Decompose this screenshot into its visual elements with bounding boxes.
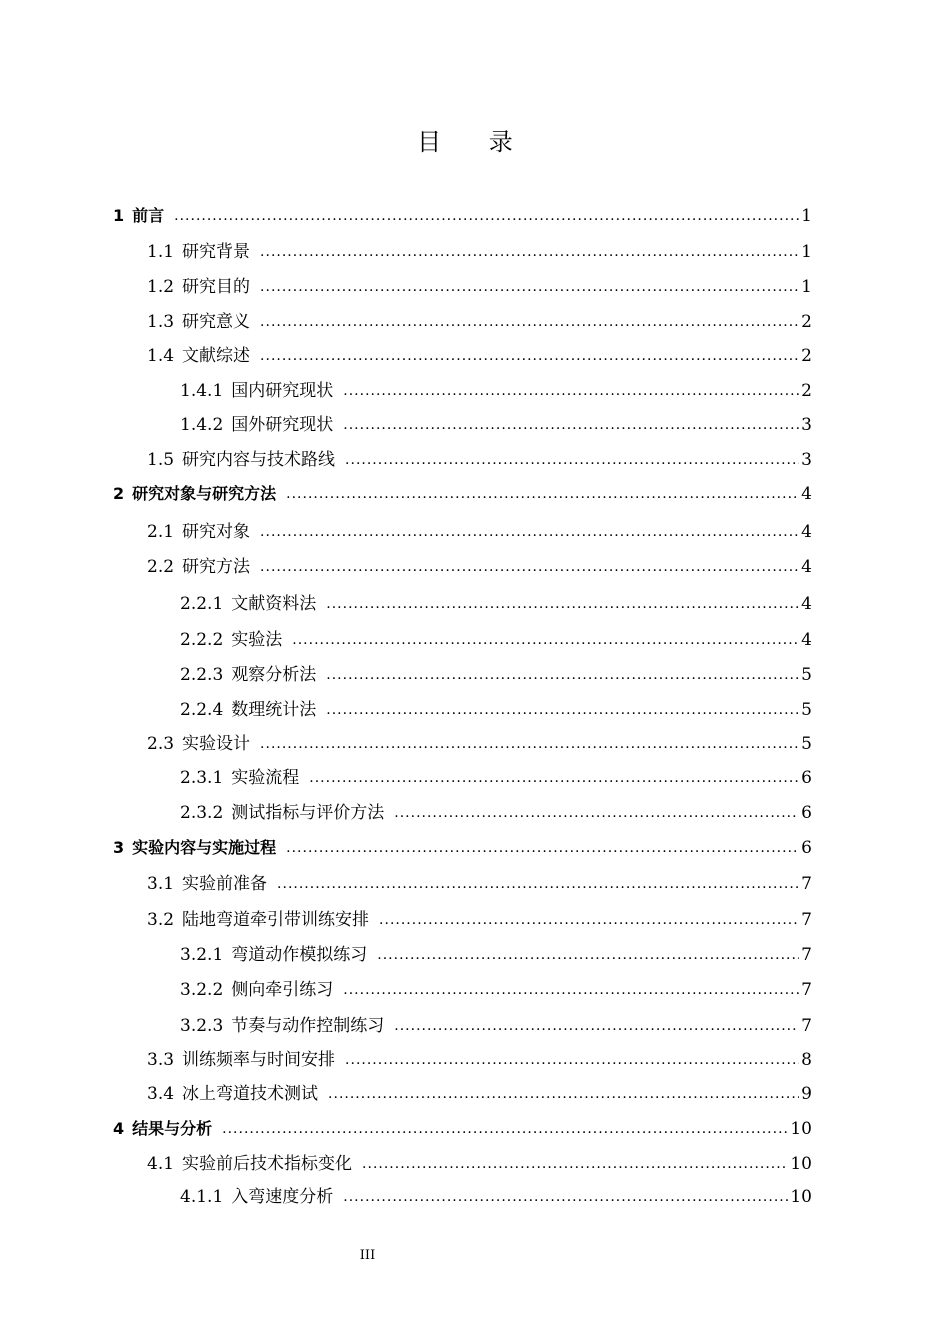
toc-entry[interactable]: [180, 1012, 812, 1036]
toc-entry-title: 实验法: [231, 630, 283, 650]
toc-entry-number: 1.4.1: [180, 381, 224, 401]
toc-entry-label: [147, 307, 260, 332]
toc-entry-label: [180, 376, 343, 401]
toc-entry-title: 研究意义: [182, 312, 251, 332]
toc-entry-number: 4: [113, 1119, 125, 1138]
toc-entry-title: 研究目的: [182, 277, 251, 297]
toc-entry-label: [147, 1149, 362, 1174]
toc-entry-title: 国外研究现状: [231, 415, 334, 435]
toc-entry[interactable]: [147, 518, 812, 542]
toc-entry-label: [180, 660, 326, 685]
toc-leader-dots: [222, 1123, 788, 1139]
toc-entry-label: [180, 975, 343, 1000]
toc-entry-label: [180, 1011, 394, 1036]
toc-entry-label: [113, 203, 174, 226]
toc-entry-title: 陆地弯道牵引带训练安排: [182, 910, 370, 930]
toc-entry-label: [147, 1045, 345, 1070]
toc-entry-title: 结果与分析: [132, 1119, 213, 1138]
toc-entry-label: [147, 237, 260, 262]
toc-entry-number: 1.1: [147, 242, 175, 262]
toc-entry-page: 9: [801, 1084, 812, 1104]
toc-entry-title: 研究方法: [182, 557, 251, 577]
toc-entry-page: 8: [801, 1050, 812, 1070]
toc-entry-page: 7: [801, 1016, 812, 1036]
toc-leader-dots: [260, 316, 799, 332]
toc-entry-page: 4: [801, 484, 812, 504]
toc-entry-number: 3.4: [147, 1084, 175, 1104]
toc-entry-label: [147, 272, 260, 297]
toc-leader-dots: [394, 1020, 799, 1036]
toc-entry-title: 实验设计: [182, 734, 251, 754]
toc-entry[interactable]: [180, 590, 812, 614]
toc-entry-number: 1.5: [147, 450, 175, 470]
toc-leader-dots: [345, 1054, 799, 1070]
toc-entry[interactable]: [147, 553, 812, 577]
toc-entry-title: 入弯速度分析: [231, 1187, 334, 1207]
toc-entry[interactable]: [180, 799, 812, 823]
toc-entry[interactable]: [180, 626, 812, 650]
toc-entry[interactable]: [147, 446, 812, 470]
toc-entry-page: 1: [801, 242, 812, 262]
toc-entry-number: 3.3: [147, 1050, 175, 1070]
toc-entry-page: 4: [801, 594, 812, 614]
toc-entry-number: 2.2: [147, 557, 175, 577]
toc-entry-page: 7: [801, 945, 812, 965]
toc-entry-label: [180, 410, 343, 435]
toc-leader-dots: [174, 210, 799, 226]
toc-entry-title: 实验内容与实施过程: [132, 838, 277, 857]
toc-leader-dots: [260, 526, 799, 542]
toc-entry-number: 2.2.1: [180, 594, 224, 614]
toc-entry-title: 研究内容与技术路线: [182, 450, 336, 470]
toc-entry-number: 2: [113, 484, 125, 503]
toc-leader-dots: [309, 772, 799, 788]
toc-entry-label: [147, 552, 260, 577]
toc-entry[interactable]: [113, 834, 812, 858]
toc-entry-page: 6: [801, 803, 812, 823]
toc-entry-page: 2: [801, 312, 812, 332]
toc-entry-number: 2.1: [147, 522, 175, 542]
toc-entry-page: 10: [790, 1119, 812, 1139]
toc-entry[interactable]: [180, 661, 812, 685]
toc-entry-title: 节奏与动作控制练习: [231, 1016, 385, 1036]
toc-entry-page: 4: [801, 630, 812, 650]
toc-entry-number: 2.3: [147, 734, 175, 754]
toc-entry-page: 5: [801, 665, 812, 685]
toc-entry-number: 2.2.3: [180, 665, 224, 685]
toc-leader-dots: [326, 704, 799, 720]
toc-entry-title: 文献资料法: [231, 594, 317, 614]
toc-entry[interactable]: [147, 273, 812, 297]
toc-entry-label: [180, 625, 292, 650]
toc-entry-label: [147, 517, 260, 542]
toc-leader-dots: [328, 1088, 799, 1104]
toc-entry[interactable]: [113, 480, 812, 504]
toc-entry[interactable]: [113, 1115, 812, 1139]
toc-leader-dots: [379, 914, 799, 930]
toc-entry[interactable]: [180, 941, 812, 965]
toc-entry-page: 2: [801, 346, 812, 366]
toc-leader-dots: [260, 738, 799, 754]
toc-entry-number: 1.4.2: [180, 415, 224, 435]
toc-entry-label: [113, 835, 286, 858]
toc-entry-title: 冰上弯道技术测试: [182, 1084, 319, 1104]
toc-entry-page: 10: [790, 1154, 812, 1174]
toc-entry-number: 3.2.3: [180, 1016, 224, 1036]
toc-entry-page: 4: [801, 557, 812, 577]
toc-entry[interactable]: [180, 411, 812, 435]
toc-leader-dots: [343, 419, 799, 435]
toc-entry-label: [113, 1116, 222, 1139]
toc-entry[interactable]: [147, 1080, 812, 1104]
toc-entry-number: 2.3.2: [180, 803, 224, 823]
toc-entry-number: 3: [113, 838, 125, 857]
toc-entry-title: 实验前准备: [182, 874, 268, 894]
toc-entry-label: [147, 1079, 328, 1104]
toc-entry-number: 1: [113, 206, 125, 225]
toc-leader-dots: [377, 949, 799, 965]
toc-entry-number: 3.2.2: [180, 980, 224, 1000]
toc-entry[interactable]: [147, 1150, 812, 1174]
toc-leader-dots: [326, 669, 799, 685]
toc-entry-label: [147, 869, 277, 894]
toc-entry-label: [180, 940, 377, 965]
toc-leader-dots: [260, 246, 799, 262]
toc-entry-page: 6: [801, 768, 812, 788]
toc-entry-number: 1.3: [147, 312, 175, 332]
toc-leader-dots: [394, 807, 799, 823]
toc-entry-page: 1: [801, 277, 812, 297]
toc-entry[interactable]: [180, 764, 812, 788]
toc-entry-page: 3: [801, 415, 812, 435]
toc-entry-title: 研究对象: [182, 522, 251, 542]
toc-entry-page: 5: [801, 700, 812, 720]
toc-leader-dots: [343, 984, 799, 1000]
toc-entry-page: 5: [801, 734, 812, 754]
toc-entry-page: 4: [801, 522, 812, 542]
toc-entry-number: 3.2: [147, 910, 175, 930]
toc-entry-number: 3.2.1: [180, 945, 224, 965]
toc-entry-number: 4.1: [147, 1154, 175, 1174]
toc-entry-title: 数理统计法: [231, 700, 317, 720]
toc-entry-page: 6: [801, 838, 812, 858]
toc-entry-page: 10: [790, 1187, 812, 1207]
toc-entry-label: [113, 481, 286, 504]
toc-entry-number: 2.2.4: [180, 700, 224, 720]
toc-entry-title: 侧向牵引练习: [231, 980, 334, 1000]
toc-entry-label: [180, 1182, 343, 1207]
toc-leader-dots: [343, 385, 799, 401]
toc-leader-dots: [286, 488, 799, 504]
toc-entry[interactable]: [147, 342, 812, 366]
toc-entry-label: [180, 589, 326, 614]
toc-entry-label: [147, 341, 260, 366]
toc-entry-title: 研究背景: [182, 242, 251, 262]
toc-entry-title: 研究对象与研究方法: [132, 484, 277, 503]
toc-entry-title: 文献综述: [182, 346, 251, 366]
toc-entry-page: 7: [801, 980, 812, 1000]
toc-leader-dots: [260, 281, 799, 297]
toc-entry-page: 7: [801, 874, 812, 894]
toc-entry-label: [147, 445, 345, 470]
toc-entry[interactable]: [180, 1183, 812, 1207]
toc-leader-dots: [286, 842, 799, 858]
toc-entry-title: 观察分析法: [231, 665, 317, 685]
toc-entry-title: 测试指标与评价方法: [231, 803, 385, 823]
toc-entry[interactable]: [147, 906, 812, 930]
toc-entry[interactable]: [113, 202, 812, 226]
toc-entry[interactable]: [180, 976, 812, 1000]
toc-leader-dots: [260, 350, 799, 366]
toc-leader-dots: [260, 561, 799, 577]
toc-leader-dots: [292, 634, 799, 650]
toc-entry-number: 1.2: [147, 277, 175, 297]
toc-entry-title: 实验流程: [231, 768, 300, 788]
toc-entry-title: 国内研究现状: [231, 381, 334, 401]
toc-leader-dots: [326, 598, 799, 614]
toc-leader-dots: [362, 1158, 788, 1174]
toc-entry[interactable]: [180, 696, 812, 720]
toc-entry-label: [147, 729, 260, 754]
toc-entry-label: [180, 763, 309, 788]
toc-leader-dots: [343, 1191, 788, 1207]
toc-entry-title: 前言: [132, 206, 165, 225]
toc-entry-label: [147, 905, 379, 930]
toc-entry-page: 2: [801, 381, 812, 401]
toc-entry-page: 3: [801, 450, 812, 470]
toc-entry-page: 1: [801, 206, 812, 226]
toc-entry[interactable]: [147, 238, 812, 262]
toc-entry[interactable]: [147, 1046, 812, 1070]
toc-entry[interactable]: [147, 870, 812, 894]
toc-entry-title: 训练频率与时间安排: [182, 1050, 336, 1070]
toc-entry-number: 3.1: [147, 874, 175, 894]
toc-entry-number: 2.2.2: [180, 630, 224, 650]
page-title: 目 录: [417, 128, 533, 156]
toc-entry-number: 1.4: [147, 346, 175, 366]
toc-entry-number: 4.1.1: [180, 1187, 224, 1207]
toc-entry-title: 实验前后技术指标变化: [182, 1154, 353, 1174]
toc-entry-number: 2.3.1: [180, 768, 224, 788]
toc-leader-dots: [277, 878, 799, 894]
toc-entry-label: [180, 695, 326, 720]
toc-entry[interactable]: [180, 377, 812, 401]
toc-entry-page: 7: [801, 910, 812, 930]
toc-entry-title: 弯道动作模拟练习: [231, 945, 368, 965]
page-number-footer: III: [359, 1248, 376, 1263]
toc-leader-dots: [345, 454, 799, 470]
toc-entry[interactable]: [147, 308, 812, 332]
toc-entry[interactable]: [147, 730, 812, 754]
toc-entry-label: [180, 798, 394, 823]
